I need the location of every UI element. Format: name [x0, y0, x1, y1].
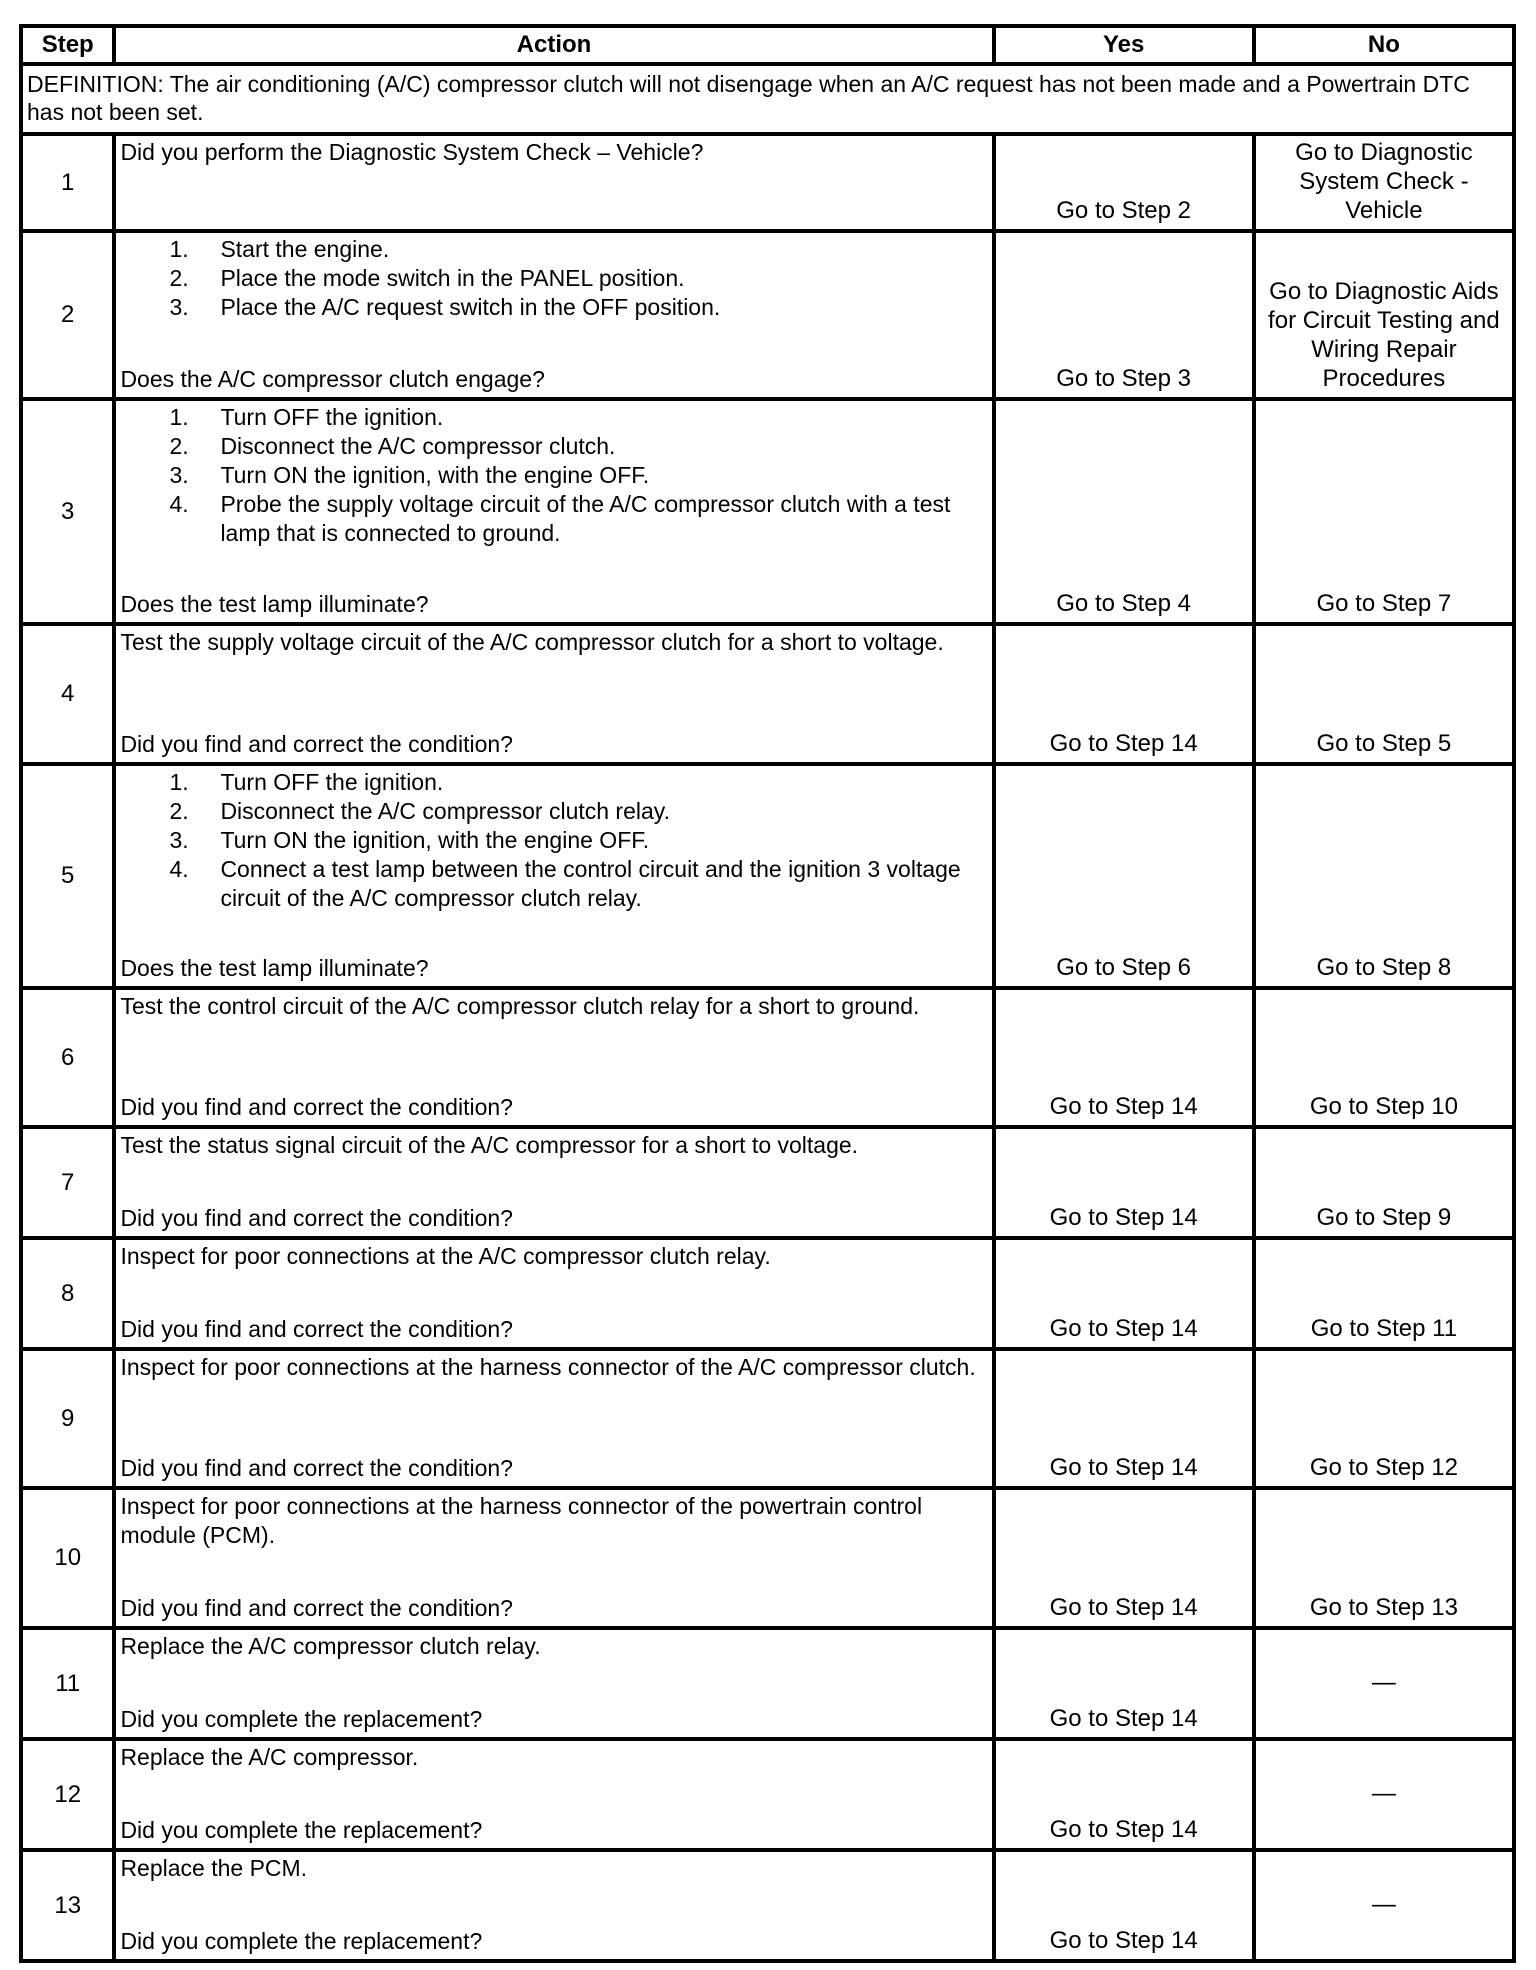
list-item: Probe the supply voltage circuit of the A/C compressor clutch with a test lamp that is connected to ground. — [220, 491, 951, 546]
instruction-text: Inspect for poor connections at the harness connector of the A/C compressor clutch. — [120, 1354, 976, 1380]
step-number: 12 — [21, 1739, 114, 1850]
action-cell — [114, 624, 993, 764]
question-text: Did you complete the replacement? — [120, 1706, 483, 1732]
header-no: No — [1254, 26, 1514, 64]
no-cell: Go to Step 8 — [1254, 764, 1514, 988]
question-text: Does the test lamp illuminate? — [120, 955, 429, 981]
yes-cell: Go to Step 14 — [994, 1238, 1254, 1349]
table-row — [21, 134, 1514, 231]
yes-cell: Go to Step 14 — [994, 1488, 1254, 1628]
table-row — [21, 1238, 1514, 1349]
question-text: Did you find and correct the condition? — [120, 1094, 513, 1120]
instruction-text: Test the status signal circuit of the A/C compressor for a short to voltage. — [120, 1132, 859, 1158]
definition-text: DEFINITION: The air conditioning (A/C) compressor clutch will not disengage when an A/C request has not been made and a Powertrain DTC has not been set. — [21, 64, 1514, 134]
step-number: 9 — [21, 1349, 114, 1488]
instruction-text: Test the control circuit of the A/C compressor clutch relay for a short to ground. — [120, 993, 920, 1019]
list-item: Disconnect the A/C compressor clutch relay. — [220, 798, 670, 824]
step-number: 10 — [21, 1488, 114, 1628]
question-text: Does the test lamp illuminate? — [120, 591, 429, 617]
yes-cell: Go to Step 4 — [994, 399, 1254, 624]
action-cell — [114, 1127, 993, 1238]
action-cell — [114, 1628, 993, 1739]
no-cell: Go to Diagnostic Aids for Circuit Testing and Wiring Repair Procedures — [1254, 231, 1514, 399]
yes-cell: Go to Step 14 — [994, 1127, 1254, 1238]
instruction-list — [120, 235, 987, 322]
yes-cell: Go to Step 2 — [994, 134, 1254, 231]
list-item: Connect a test lamp between the control circuit and the ignition 3 voltage circuit of the A/C compressor clutch relay. — [220, 856, 961, 911]
table-row — [21, 988, 1514, 1127]
table-row — [21, 1739, 1514, 1850]
action-cell — [114, 988, 993, 1127]
question-text: Did you find and correct the condition? — [120, 1205, 513, 1231]
instruction-text: Inspect for poor connections at the A/C compressor clutch relay. — [120, 1243, 771, 1269]
header-step: Step — [21, 26, 114, 64]
action-cell — [114, 764, 993, 988]
step-number: 8 — [21, 1238, 114, 1349]
step-number: 1 — [21, 134, 114, 231]
yes-cell: Go to Step 14 — [994, 1628, 1254, 1739]
step-number: 3 — [21, 399, 114, 624]
action-cell — [114, 399, 993, 624]
instruction-list — [120, 768, 987, 913]
step-number: 2 — [21, 231, 114, 399]
instruction-text: Test the supply voltage circuit of the A/C compressor clutch for a short to voltage. — [120, 629, 944, 655]
yes-cell: Go to Step 14 — [994, 988, 1254, 1127]
instruction-list — [120, 403, 987, 548]
action-cell — [114, 231, 993, 399]
no-cell: — — [1254, 1850, 1514, 1961]
step-number: 11 — [21, 1628, 114, 1739]
step-number: 7 — [21, 1127, 114, 1238]
no-cell: Go to Diagnostic System Check - Vehicle — [1254, 134, 1514, 231]
question-text: Did you find and correct the condition? — [120, 1595, 513, 1621]
question-text: Did you find and correct the condition? — [120, 1316, 513, 1342]
no-cell: Go to Step 10 — [1254, 988, 1514, 1127]
no-cell: Go to Step 13 — [1254, 1488, 1514, 1628]
action-cell — [114, 1238, 993, 1349]
step-number: 6 — [21, 988, 114, 1127]
action-cell — [114, 1850, 993, 1961]
list-item: Place the A/C request switch in the OFF position. — [220, 294, 721, 320]
list-item: Turn ON the ignition, with the engine OFF. — [220, 462, 650, 488]
yes-cell: Go to Step 14 — [994, 624, 1254, 764]
table-row — [21, 1850, 1514, 1961]
no-cell: Go to Step 12 — [1254, 1349, 1514, 1488]
no-cell: Go to Step 11 — [1254, 1238, 1514, 1349]
question-text: Does the A/C compressor clutch engage? — [120, 366, 545, 392]
header-yes: Yes — [994, 26, 1254, 64]
list-item: Start the engine. — [220, 236, 390, 262]
table-row — [21, 1127, 1514, 1238]
question-text: Did you perform the Diagnostic System Check – Vehicle? — [120, 139, 704, 165]
no-cell: Go to Step 9 — [1254, 1127, 1514, 1238]
action-cell — [114, 1349, 993, 1488]
no-cell: — — [1254, 1628, 1514, 1739]
list-item: Turn OFF the ignition. — [220, 769, 444, 795]
table-row — [21, 1628, 1514, 1739]
action-cell — [114, 134, 993, 231]
table-row — [21, 399, 1514, 624]
question-text: Did you find and correct the condition? — [120, 731, 513, 757]
question-text: Did you complete the replacement? — [120, 1817, 483, 1843]
question-text: Did you find and correct the condition? — [120, 1455, 513, 1481]
list-item: Turn ON the ignition, with the engine OFF. — [220, 827, 650, 853]
step-number: 4 — [21, 624, 114, 764]
header-row — [21, 26, 1514, 64]
table-row — [21, 231, 1514, 399]
yes-cell: Go to Step 14 — [994, 1850, 1254, 1961]
yes-cell: Go to Step 14 — [994, 1739, 1254, 1850]
table-row — [21, 624, 1514, 764]
question-text: Did you complete the replacement? — [120, 1928, 483, 1954]
action-cell — [114, 1739, 993, 1850]
instruction-text: Inspect for poor connections at the harness connector of the powertrain control module (PCM). — [120, 1493, 923, 1548]
definition-row — [21, 64, 1514, 134]
header-action: Action — [114, 26, 993, 64]
no-cell: — — [1254, 1739, 1514, 1850]
step-number: 13 — [21, 1850, 114, 1961]
yes-cell: Go to Step 14 — [994, 1349, 1254, 1488]
table-row — [21, 1488, 1514, 1628]
list-item: Place the mode switch in the PANEL position. — [220, 265, 685, 291]
yes-cell: Go to Step 3 — [994, 231, 1254, 399]
table-row — [21, 764, 1514, 988]
table-row — [21, 1349, 1514, 1488]
instruction-text: Replace the A/C compressor clutch relay. — [120, 1633, 541, 1659]
yes-cell: Go to Step 6 — [994, 764, 1254, 988]
instruction-text: Replace the PCM. — [120, 1855, 308, 1881]
diagnostic-table — [19, 24, 1516, 1963]
list-item: Disconnect the A/C compressor clutch. — [220, 433, 616, 459]
step-number: 5 — [21, 764, 114, 988]
action-cell — [114, 1488, 993, 1628]
no-cell: Go to Step 5 — [1254, 624, 1514, 764]
no-cell: Go to Step 7 — [1254, 399, 1514, 624]
list-item: Turn OFF the ignition. — [220, 404, 444, 430]
instruction-text: Replace the A/C compressor. — [120, 1744, 419, 1770]
